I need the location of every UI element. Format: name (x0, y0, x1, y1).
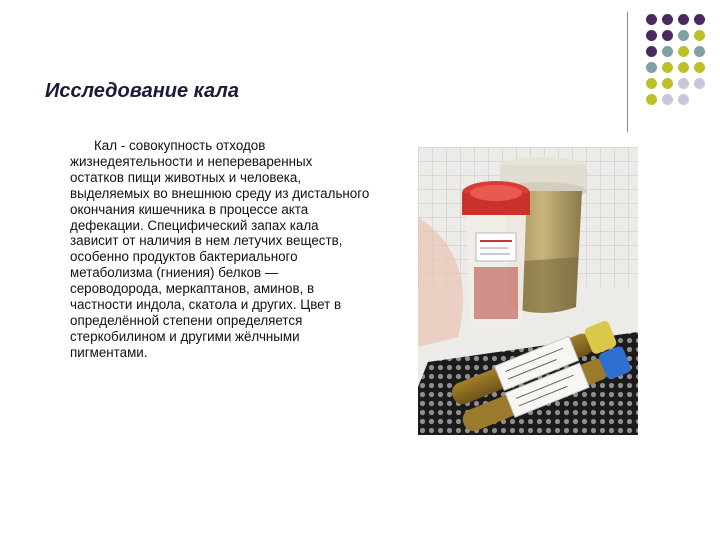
dot (646, 14, 657, 25)
dot (694, 30, 705, 41)
slide-body-paragraph: Кал - совокупность отходов жизнедеятельности и непереваренных остатков пищи животных и человека, выделяемых во внешнюю среду из дистального окончания кишечника в процессе акта дефекации. Специфический запах кала зависит от наличия в нем летучих веществ, особенно продуктов бактериального метаболизма (гниения) белков — сероводорода, меркаптанов, аминов, в частности индола, скатола и других. Цвет в определённой степени определяется стеркобилином и другими жёлчными пигментами. (70, 138, 370, 360)
dot (678, 46, 689, 57)
dot (646, 30, 657, 41)
dot (678, 30, 689, 41)
dot (662, 94, 673, 105)
dot (662, 78, 673, 89)
dot (678, 94, 689, 105)
dot (646, 94, 657, 105)
dot (694, 62, 705, 73)
dot (678, 78, 689, 89)
specimen-photo (418, 147, 638, 435)
decorative-dot-grid (640, 10, 720, 120)
dot (694, 46, 705, 57)
decorative-divider-line (627, 12, 628, 132)
dot (678, 62, 689, 73)
slide-title: Исследование кала (45, 80, 239, 102)
dot (646, 78, 657, 89)
dot (646, 46, 657, 57)
dot (662, 30, 673, 41)
dot (678, 14, 689, 25)
dot (694, 14, 705, 25)
dot (662, 62, 673, 73)
dot (662, 46, 673, 57)
dot (646, 62, 657, 73)
dot (662, 14, 673, 25)
dot (694, 78, 705, 89)
